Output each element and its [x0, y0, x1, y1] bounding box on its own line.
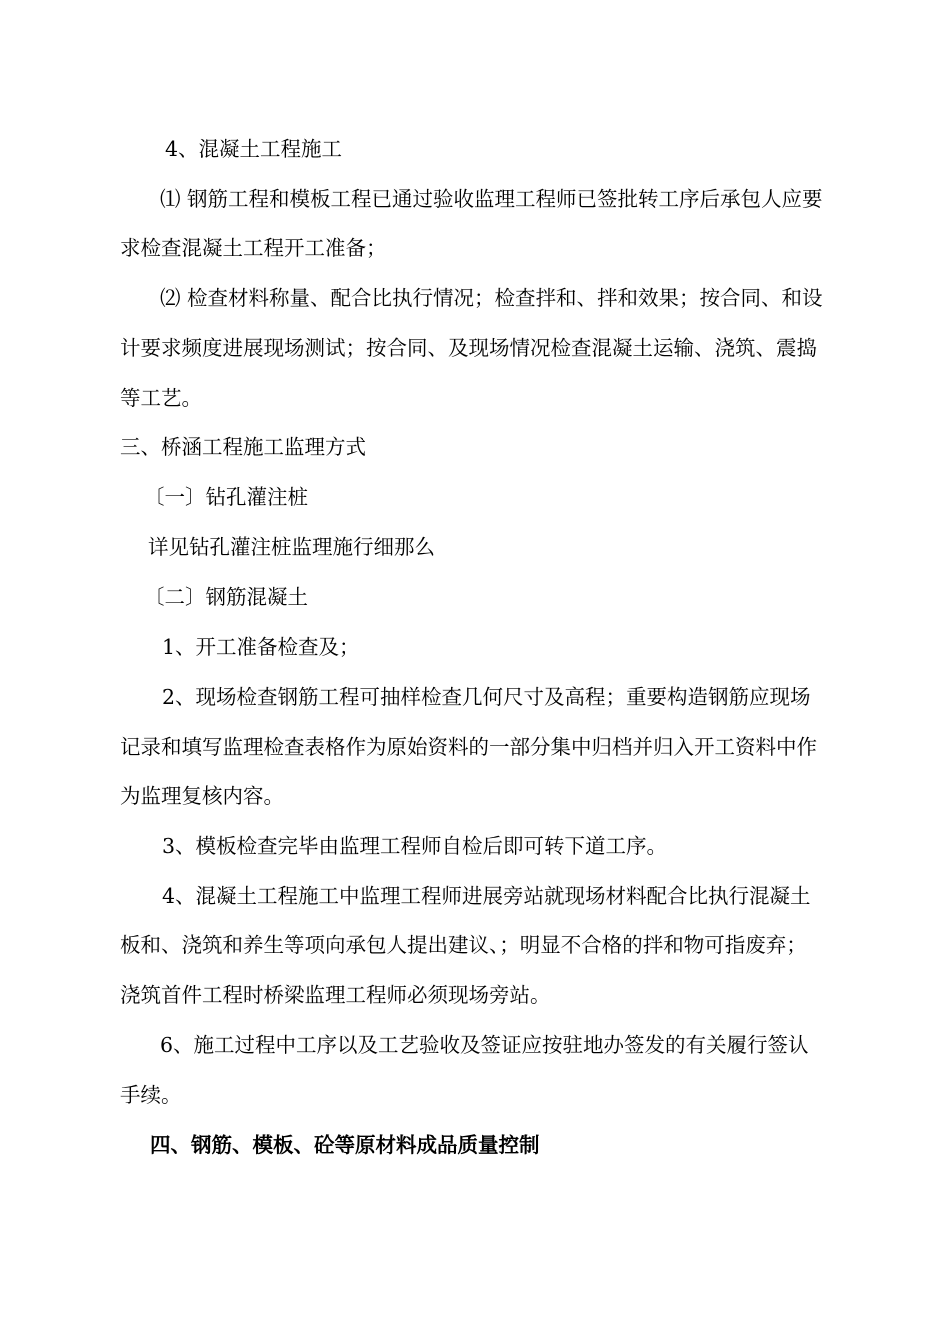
paragraph-line: 求检查混凝土工程开工准备；	[120, 236, 387, 260]
paragraph-line: 计要求频度进展现场测试；按合同、及现场情况检查混凝土运输、浇筑、震捣	[120, 336, 817, 360]
list-item: 2、现场检查钢筋工程可抽样检查几何尺寸及高程；重要构造钢筋应现场	[162, 685, 811, 709]
paragraph-heading: 4、混凝土工程施工	[165, 137, 343, 161]
paragraph-line: 记录和填写监理检查表格作为原始资料的一部分集中归档并归入开工资料中作	[120, 735, 817, 759]
paragraph-line: 等工艺。	[120, 386, 202, 410]
paragraph-line: 浇筑首件工程时桥梁监理工程师必须现场旁站。	[120, 983, 551, 1007]
paragraph-line: 板和、浇筑和养生等项向承包人提出建议、；明显不合格的拌和物可指废弃；	[120, 933, 807, 957]
paragraph-line: 详见钻孔灌注桩监理施行细那么	[148, 535, 435, 559]
section-heading: 三、桥涵工程施工监理方式	[120, 435, 366, 459]
subsection-heading: 〔二〕钢筋混凝土	[144, 585, 308, 609]
list-item: 1、开工准备检查及；	[162, 635, 360, 659]
subsection-heading: 〔一〕钻孔灌注桩	[144, 485, 308, 509]
list-item: 3、模板检查完毕由监理工程师自检后即可转下道工序。	[162, 834, 668, 858]
list-item: 6、施工过程中工序以及工艺验收及签证应按驻地办签发的有关履行签认	[160, 1033, 809, 1057]
list-item: 4、混凝土工程施工中监理工程师进展旁站就现场材料配合比执行混凝土	[162, 884, 811, 908]
paragraph-line: 为监理复核内容。	[120, 784, 284, 808]
paragraph-line: ⑵ 检查材料称量、配合比执行情况；检查拌和、拌和效果；按合同、和设	[160, 286, 823, 310]
section-heading: 四、钢筋、模板、砼等原材料成品质量控制	[150, 1133, 540, 1157]
paragraph-line: 手续。	[120, 1083, 182, 1107]
paragraph-line: ⑴ 钢筋工程和模板工程已通过验收监理工程师已签批转工序后承包人应要	[160, 187, 823, 211]
